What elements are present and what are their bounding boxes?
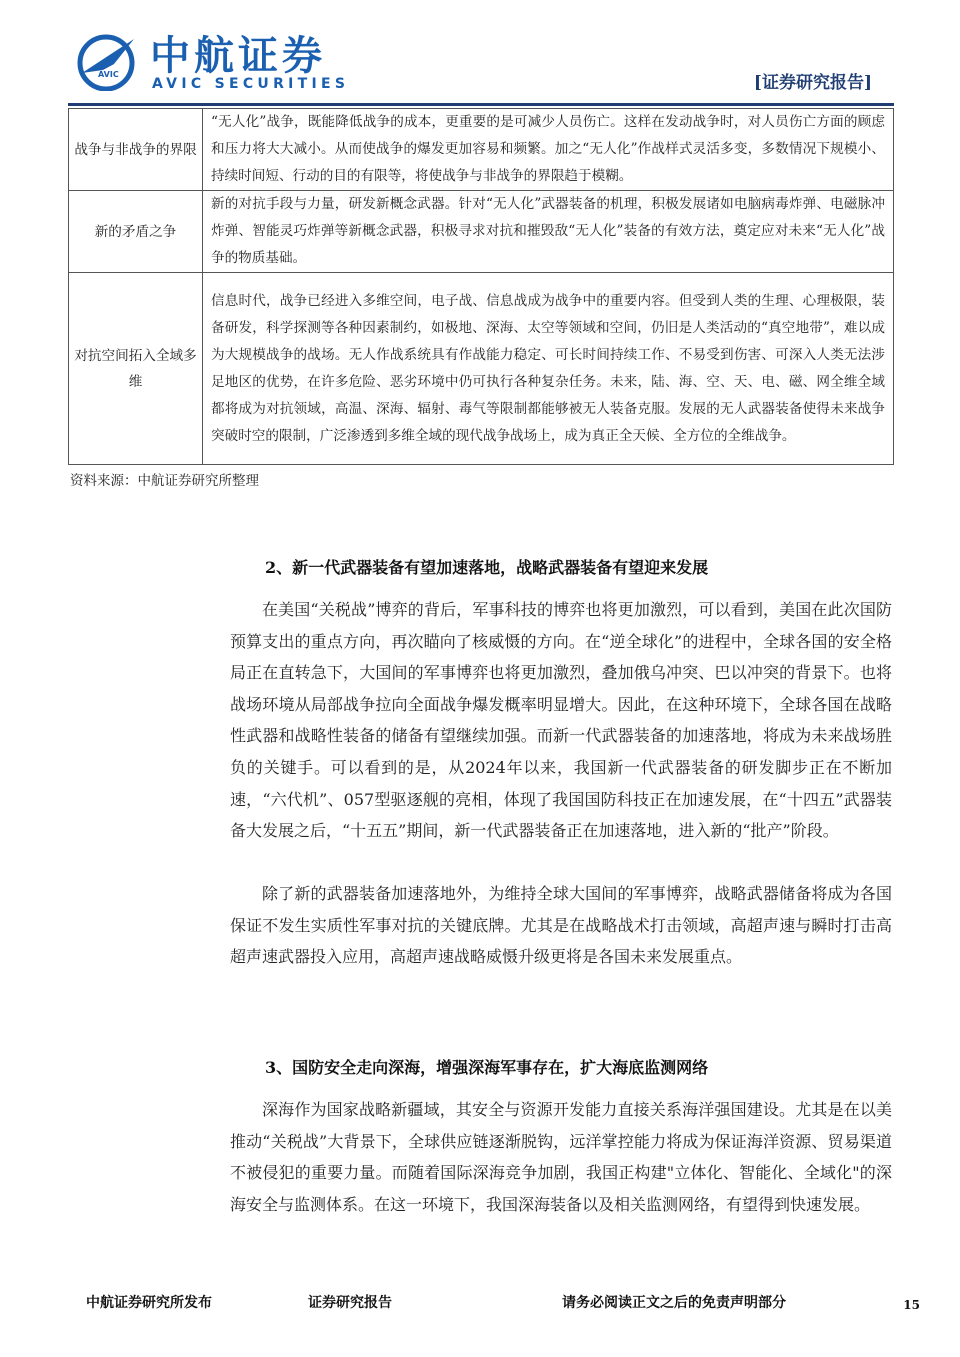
section-3-paragraph-1: 深海作为国家战略新疆域，其安全与资源开发能力直接关系海洋强国建设。尤其是在以美推动“关税战”大背景下，全球供应链逐渐脱钩，远洋掌控能力将成为保证海洋资源、贸易渠道不被侵犯的重要力量。而随着国际深海竞争加剧，我国正构建"立体化、智能化、全域化"的深海安全与监测体系。在这一环境下，我国深海装备以及相关监测网络，有望得到快速发展。 <box>230 1100 892 1214</box>
table-row-text: 信息时代，战争已经进入多维空间，电子战、信息战成为战争中的重要内容。但受到人类的生理、心理极限，装备研发，科学探测等各种因素制约，如极地、深海、太空等领域和空间，仍旧是人类活动的“真空地带”，难以成为大规模战争的战场。无人作战系统具有作战能力稳定、可长时间持续工作、不易受到伤害、可深入人类无法涉足地区的优势，在许多危险、恶劣环境中仍可执行各种复杂任务。未来，陆、海、空、天、电、磁、网全维全域都将成为对抗领域，高温、深海、辐射、毒气等限制都能够被无人装备克服。发展的无人武器装备使得未来战争突破时空的限制，广泛渗透到多维全域的现代战争战场上，成为真正全天候、全方位的全维战争。 <box>203 273 894 465</box>
table-row-label: 战争与非战争的界限 <box>69 109 203 191</box>
section-3-heading: 3、国防安全走向深海，增强深海军事存在，扩大海底监测网络 <box>265 1058 709 1077</box>
table-row <box>69 273 894 465</box>
page-header <box>0 0 960 110</box>
header-divider <box>68 103 894 106</box>
table-row-label: 新的矛盾之争 <box>69 191 203 273</box>
section-2-paragraph-2: 除了新的武器装备加速落地外，为维持全球大国间的军事博弈，战略武器储备将成为各国保证不发生实质性军事对抗的关键底牌。尤其是在战略战术打击领域，高超声速与瞬时打击高超声速武器投入应用，高超声速战略威慑升级更将是各国未来发展重点。 <box>230 884 892 967</box>
report-type-tag: [证券研究报告] <box>753 73 872 93</box>
table-row-text: 新的对抗手段与力量，研发新概念武器。针对“无人化”武器装备的机理，积极发展诸如电脑病毒炸弹、电磁脉冲炸弹、智能灵巧炸弹等新概念武器，积极寻求对抗和摧毁敌“无人化”装备的有效方法，奠定应对未来“无人化”战争的物质基础。 <box>203 191 894 273</box>
brand-name-en: AVIC SECURITIES <box>152 76 350 92</box>
section-2-paragraph-1: 在美国“关税战”博弈的背后，军事科技的博弈也将更加激烈，可以看到，美国在此次国防预算支出的重点方向，再次瞄向了核威慑的方向。在“逆全球化”的进程中，全球各国的安全格局正在直转急下，大国间的军事博弈也将更加激烈，叠加俄乌冲突、巴以冲突的背景下。也将战场环境从局部战争拉向全面战争爆发概率明显增大。因此，在这种环境下，全球各国在战略性武器和战略性装备的储备有望继续加强。而新一代武器装备的加速落地，将成为未来战场胜负的关键手。可以看到的是，从2024年以来，我国新一代武器装备的研发脚步正在不断加速，“六代机”、057型驱逐舰的亮相，体现了我国国防科技正在加速发展，在“十四五”武器装备大发展之后，“十五五”期间，新一代武器装备正在加速落地，进入新的“批产”阶段。 <box>230 600 892 841</box>
avic-logo-icon <box>76 33 140 91</box>
table-row-label: 对抗空间拓入全域多维 <box>69 273 203 465</box>
footer-publisher: 中航证券研究所发布 <box>86 1295 212 1311</box>
section-2-heading: 2、新一代武器装备有望加速落地，战略武器装备有望迎来发展 <box>265 558 709 577</box>
brand-name-cn: 中航证券 <box>150 33 326 79</box>
table-source-note: 资料来源：中航证券研究所整理 <box>70 473 259 489</box>
comparison-table <box>68 108 894 465</box>
logo-badge-text: AVIC <box>98 70 119 79</box>
footer-report-type: 证券研究报告 <box>308 1295 392 1311</box>
table-row <box>69 191 894 273</box>
table-row <box>69 109 894 191</box>
page-number: 15 <box>903 1298 920 1312</box>
footer-disclaimer: 请务必阅读正文之后的免责声明部分 <box>562 1295 786 1311</box>
table-row-text: “无人化”战争，既能降低战争的成本，更重要的是可减少人员伤亡。这样在发动战争时，对人员伤亡方面的顾虑和压力将大大减小。从而使战争的爆发更加容易和频繁。加之“无人化”作战样式灵活多变，多数情况下规模小、持续时间短、行动的目的有限等，将使战争与非战争的界限趋于模糊。 <box>203 109 894 191</box>
